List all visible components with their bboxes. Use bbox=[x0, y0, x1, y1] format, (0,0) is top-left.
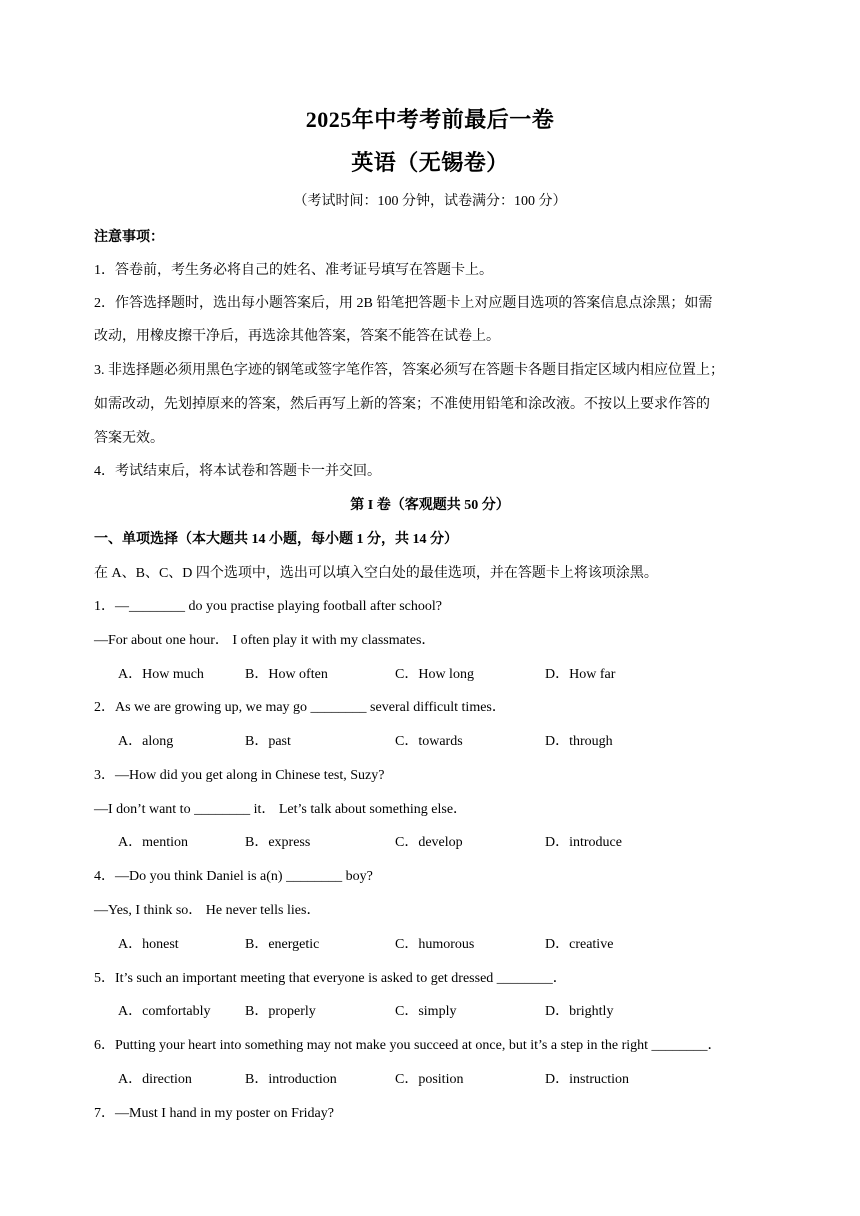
question-dialogue: —Yes, I think so． He never tells lies． bbox=[94, 903, 321, 918]
part-heading: 一、单项选择（本大题共 14 小题，每小题 1 分，共 14 分） bbox=[94, 532, 458, 547]
note-line: 答案无效。 bbox=[94, 431, 164, 446]
question-stem: 2．As we are growing up, we may go ________ several difficult times． bbox=[94, 700, 506, 715]
note-line: 2．作答选择题时，选出每小题答案后，用 2B 铅笔把答题卡上对应题目选项的答案信息点涂黑；如需 bbox=[94, 296, 713, 311]
question-dialogue: —For about one hour． I often play it with my classmates． bbox=[94, 633, 436, 648]
option-b: B．express bbox=[245, 835, 311, 850]
exam-info: （考试时间：100 分钟，试卷满分：100 分） bbox=[293, 194, 567, 209]
option-d: D．creative bbox=[545, 937, 614, 952]
option-d: D．How far bbox=[545, 667, 616, 682]
option-b: B．introduction bbox=[245, 1072, 337, 1087]
question-stem: 7．—Must I hand in my poster on Friday? bbox=[94, 1106, 334, 1121]
note-line: 4．考试结束后，将本试卷和答题卡一并交回。 bbox=[94, 464, 381, 479]
option-c: C．develop bbox=[395, 835, 463, 850]
part-instruction: 在 A、B、C、D 四个选项中，选出可以填入空白处的最佳选项，并在答题卡上将该项涂黑。 bbox=[94, 566, 658, 581]
question-dialogue: —I don’t want to ________ it． Let’s talk about something else． bbox=[94, 802, 468, 817]
notes-heading: 注意事项： bbox=[94, 230, 164, 245]
option-b: B．energetic bbox=[245, 937, 320, 952]
option-c: C．How long bbox=[395, 667, 474, 682]
question-stem: 3．—How did you get along in Chinese test, Suzy? bbox=[94, 768, 385, 783]
option-d: D．introduce bbox=[545, 835, 622, 850]
option-c: C．simply bbox=[395, 1004, 457, 1019]
note-line: 改动，用橡皮擦干净后，再选涂其他答案，答案不能答在试卷上。 bbox=[94, 329, 500, 344]
option-b: B．properly bbox=[245, 1004, 316, 1019]
option-d: D．instruction bbox=[545, 1072, 629, 1087]
option-b: B．past bbox=[245, 734, 291, 749]
note-line: 3. 非选择题必须用黑色字迹的钢笔或签字笔作答，答案必须写在答题卡各题目指定区域内相应位置上； bbox=[94, 363, 724, 378]
section-title: 第 I 卷（客观题共 50 分） bbox=[350, 498, 510, 513]
note-line: 1．答卷前，考生务必将自己的姓名、准考证号填写在答题卡上。 bbox=[94, 263, 493, 278]
option-c: C．towards bbox=[395, 734, 463, 749]
question-stem: 1．—________ do you practise playing football after school? bbox=[94, 599, 442, 614]
option-c: C．position bbox=[395, 1072, 464, 1087]
question-stem: 4．—Do you think Daniel is a(n) ________ boy? bbox=[94, 869, 373, 884]
exam-title: 2025年中考考前最后一卷 bbox=[305, 107, 555, 132]
option-a: A．direction bbox=[118, 1072, 192, 1087]
option-d: D．brightly bbox=[545, 1004, 614, 1019]
option-a: A．How much bbox=[118, 667, 204, 682]
option-a: A．comfortably bbox=[118, 1004, 211, 1019]
question-stem: 5．It’s such an important meeting that everyone is asked to get dressed ________． bbox=[94, 971, 567, 986]
option-d: D．through bbox=[545, 734, 613, 749]
question-stem: 6．Putting your heart into something may not make you succeed at once, but it’s a step in the right ________． bbox=[94, 1038, 722, 1053]
option-a: A．honest bbox=[118, 937, 179, 952]
option-b: B．How often bbox=[245, 667, 328, 682]
note-line: 如需改动，先划掉原来的答案，然后再写上新的答案；不准使用铅笔和涂改液。不按以上要求作答的 bbox=[94, 397, 710, 412]
option-c: C．humorous bbox=[395, 937, 475, 952]
option-a: A．along bbox=[118, 734, 174, 749]
option-a: A．mention bbox=[118, 835, 188, 850]
exam-subtitle: 英语（无锡卷） bbox=[351, 150, 509, 175]
